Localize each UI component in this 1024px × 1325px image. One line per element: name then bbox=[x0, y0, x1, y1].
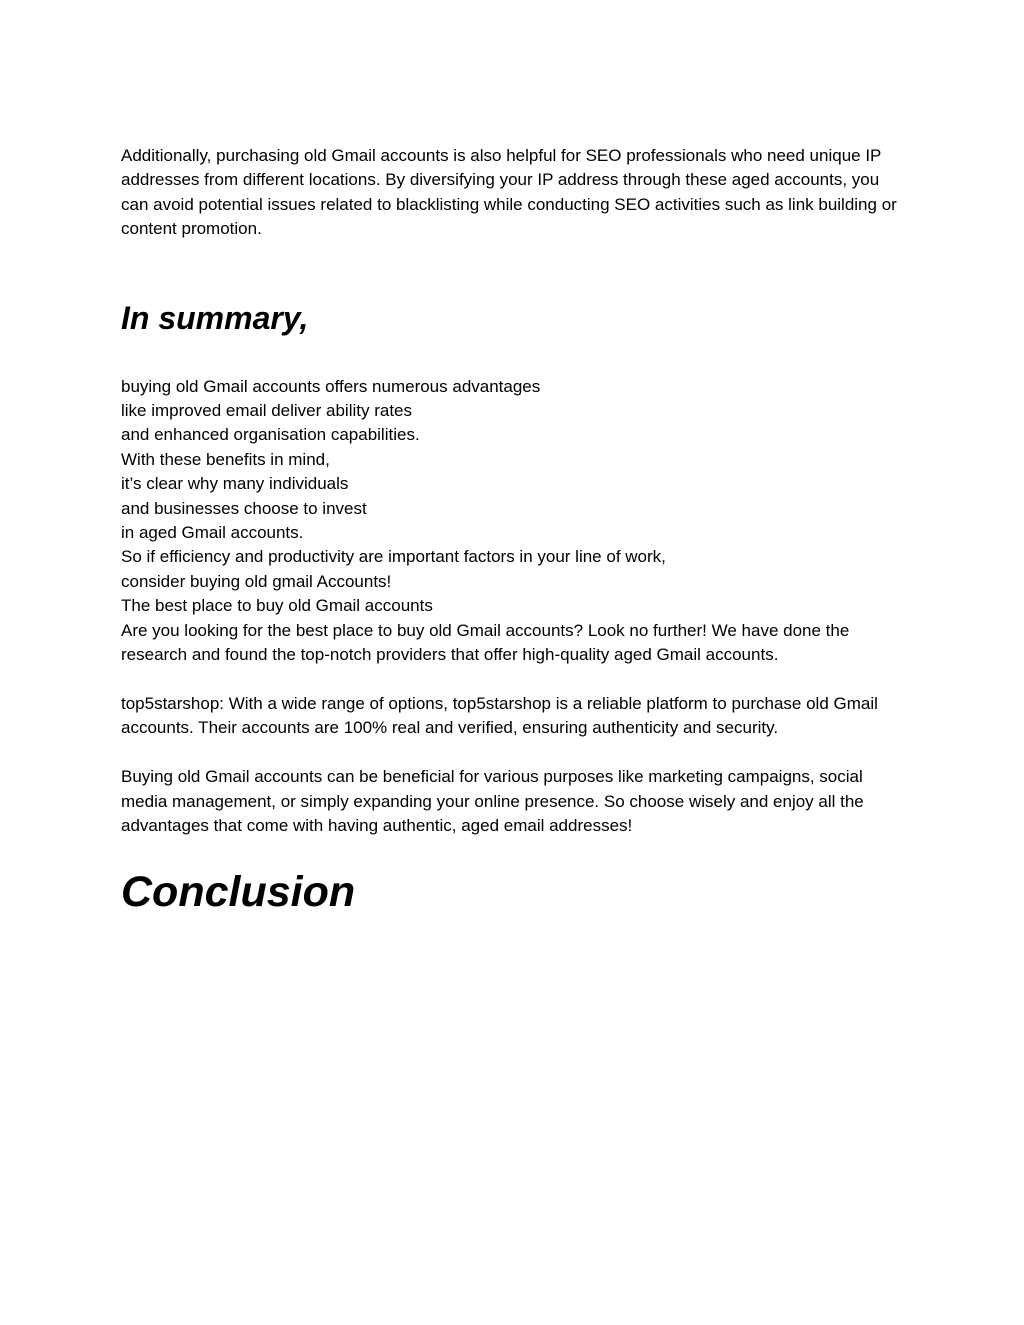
summary-line: consider buying old gmail Accounts! bbox=[121, 571, 392, 591]
summary-line: like improved email deliver ability rates bbox=[121, 401, 413, 421]
summary-line: With these benefits in mind, bbox=[121, 449, 330, 469]
closing-paragraph: Buying old Gmail accounts can be beneficial for various purposes like marketing campaigns, social media management, or simply expanding your online presence. So choose wisely and enjoy all the advantages that come with having authentic, aged email addresses! bbox=[121, 767, 864, 835]
provider-paragraph: top5starshop: With a wide range of options, top5starshop is a reliable platform to purchase old Gmail accounts. Their accounts are 100% real and verified, ensuring authenticity and security. bbox=[121, 693, 878, 738]
summary-line: buying old Gmail accounts offers numerous advantages bbox=[121, 376, 541, 396]
summary-heading: In summary, bbox=[121, 299, 309, 336]
summary-line: in aged Gmail accounts. bbox=[121, 523, 304, 543]
summary-lines bbox=[121, 375, 911, 668]
summary-line: and businesses choose to invest bbox=[121, 498, 367, 518]
document-body bbox=[121, 144, 911, 918]
summary-line: and enhanced organisation capabilities. bbox=[121, 425, 420, 445]
summary-line: The best place to buy old Gmail accounts bbox=[121, 596, 433, 616]
summary-line: Are you looking for the best place to buy old Gmail accounts? Look no further! We have done the research and found the top-notch providers that offer high-quality aged Gmail accounts. bbox=[121, 620, 850, 665]
intro-paragraph: Additionally, purchasing old Gmail accounts is also helpful for SEO professionals who need unique IP addresses from different locations. By diversifying your IP address through these aged accounts, you can avoid potential issues related to blacklisting while conducting SEO activities such as link building or content promotion. bbox=[121, 146, 897, 239]
summary-line: So if efficiency and productivity are important factors in your line of work, bbox=[121, 547, 666, 567]
summary-line: it’s clear why many individuals bbox=[121, 474, 349, 494]
conclusion-heading: Conclusion bbox=[121, 868, 356, 917]
